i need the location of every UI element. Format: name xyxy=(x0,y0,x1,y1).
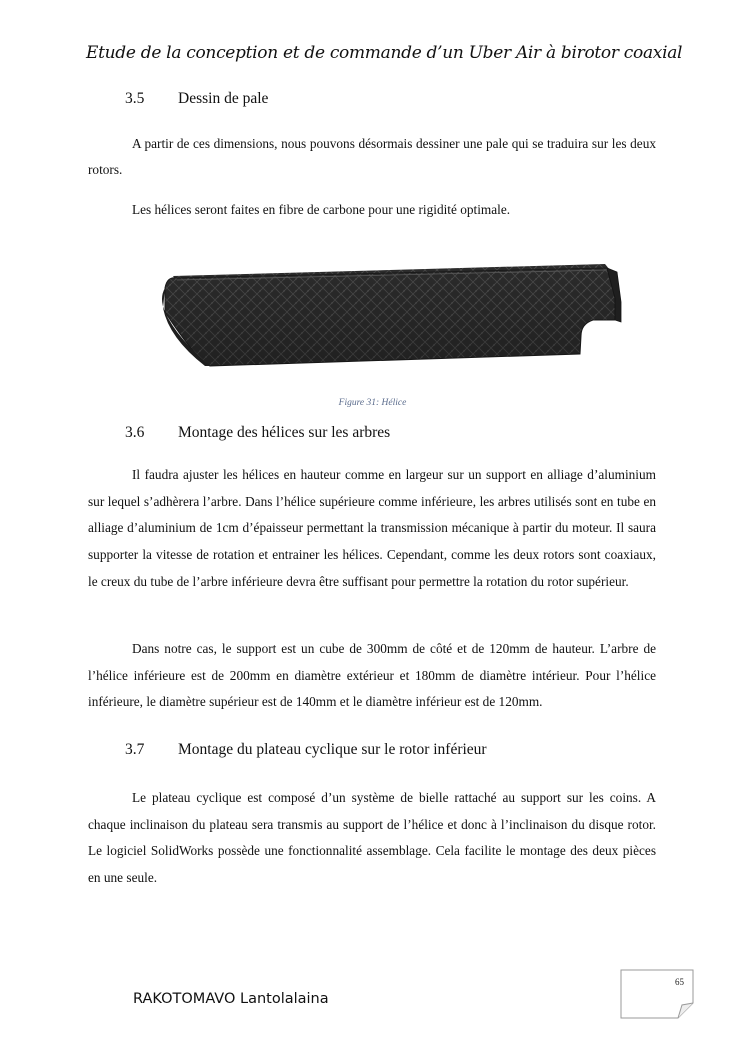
figure-caption: Figure 31: Hélice xyxy=(338,398,407,408)
section-number: 3.7 xyxy=(125,741,145,758)
paragraph-intro xyxy=(88,131,656,183)
paragraph-swashplate xyxy=(88,785,656,891)
running-header: Etude de la conception et de commande d’un Uber Air à birotor coaxial xyxy=(86,43,683,63)
paragraph-carbon xyxy=(88,200,656,220)
blade-figure xyxy=(155,258,625,376)
paragraph-text: A partir de ces dimensions, nous pouvons désormais dessiner une pale qui se traduira sur les deux rotors. xyxy=(88,136,656,177)
paragraph-text: Il faudra ajuster les hélices en hauteur comme en largeur sur un support en alliage d’aluminium sur lequel s’adhèrera l’arbre. Dans l’hélice supérieure comme inférieure, les arbres utilisés sont en tube en alliage d’aluminium de 1cm d’épaisseur permettant la transmission mécanique à partir du moteur. Il saura supporter la vitesse de rotation et entrainer les hélices. Cependant, comme les deux rotors sont coaxiaux, le creux du tube de l’arbre inférieure devra être suffisant pour permettre la rotation du rotor supérieur. xyxy=(88,467,656,589)
blade-render-image xyxy=(155,258,625,376)
page-number: 65 xyxy=(675,977,684,987)
paragraph-text: Les hélices seront faites en fibre de carbone pour une rigidité optimale. xyxy=(132,202,511,217)
paragraph-text: Dans notre cas, le support est un cube de 300mm de côté et de 120mm de hauteur. L’arbre de l’hélice inférieure est de 200mm en diamètre extérieur et 180mm de diamètre intérieur. Pour l’hélice inférieure, le diamètre supérieur est de 140mm et le diamètre inférieur est de 120mm. xyxy=(88,641,656,709)
paragraph-dimensions xyxy=(88,636,656,716)
section-title: Dessin de pale xyxy=(178,90,269,107)
paragraph-assembly xyxy=(88,462,656,596)
paragraph-text: Le plateau cyclique est composé d’un système de bielle rattaché au support sur les coins. A chaque inclinaison du plateau sera transmis au support de l’hélice et donc à l’inclinaison du disque rotor. Le logiciel SolidWorks possède une fonctionnalité assemblage. Cela facilite le montage des deux pièces en une seule. xyxy=(88,790,656,885)
section-title: Montage du plateau cyclique sur le rotor inférieur xyxy=(178,741,487,758)
section-number: 3.5 xyxy=(125,90,145,107)
footer-author: RAKOTOMAVO Lantolalaina xyxy=(133,991,329,1007)
section-title: Montage des hélices sur les arbres xyxy=(178,424,391,441)
section-number: 3.6 xyxy=(125,424,145,441)
